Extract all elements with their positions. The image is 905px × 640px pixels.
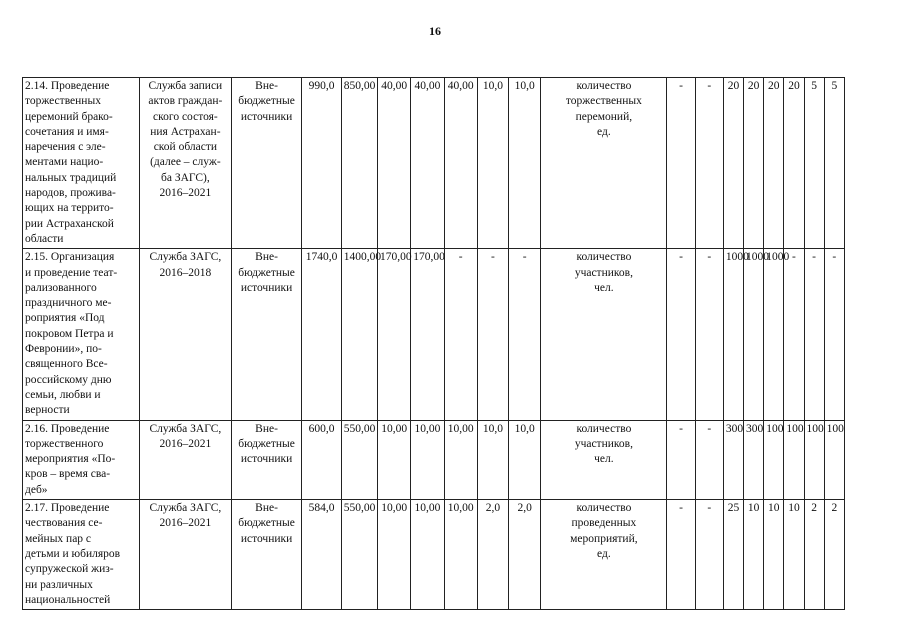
amount-cell [509, 500, 541, 610]
base-value-cell [695, 500, 723, 610]
base-value-cell [667, 249, 695, 420]
amount-cell [477, 420, 508, 499]
base-value-cell [695, 249, 723, 420]
amount-cell-text: 10,00 [447, 422, 474, 435]
indicator-value-cell-text: 1000 [725, 251, 749, 264]
indicator-value-cell [744, 500, 764, 610]
indicator-value-cell-text: 300 [746, 422, 764, 435]
amount-cell [411, 78, 444, 249]
funding-source-cell [231, 500, 302, 610]
amount-cell-text: 10,00 [381, 422, 408, 435]
indicator-value-cell [744, 78, 764, 249]
indicator-value-cell [824, 249, 844, 420]
activity-name-cell [23, 249, 140, 420]
amount-cell-text: 40,00 [447, 80, 474, 92]
indicator-value-cell-text: 10 [788, 502, 800, 515]
indicator-value-cell [764, 78, 784, 249]
indicator-value-cell-text: 2 [811, 502, 817, 515]
indicator-value-cell [723, 500, 743, 610]
amount-cell-text: 550,00 [343, 502, 376, 515]
amount-cell [302, 500, 341, 610]
indicator-value-cell-text: - [792, 251, 796, 264]
activity-name-cell [23, 420, 140, 499]
executor-cell-text: Служба ЗАГС, 2016–2018 [149, 251, 222, 279]
indicator-value-cell [784, 249, 804, 420]
amount-cell-text: - [491, 251, 495, 264]
amount-cell-text: 10,00 [447, 502, 474, 515]
amount-cell-text: 40,00 [381, 80, 408, 92]
indicator-cell-text: количество торжественных перемоний, ед. [565, 80, 642, 138]
amount-cell [341, 420, 377, 499]
amount-cell-text: 850,00 [343, 80, 376, 92]
activity-name-cell-text: 2.15. Организация и проведение теат- рализованного праздничного ме- роприятия «Под покровом Петра и Февронии», по- священного Все- российскому дню семьи, любви и верности [25, 251, 118, 417]
amount-cell-text: 10,00 [414, 422, 441, 435]
indicator-value-cell-text: 300 [725, 422, 744, 435]
amount-cell [341, 500, 377, 610]
amount-cell-text: 2,0 [517, 502, 532, 515]
table-row [23, 420, 845, 499]
indicator-value-cell [804, 78, 824, 249]
indicator-value-cell [784, 420, 804, 499]
amount-cell-text: 10,0 [514, 80, 535, 92]
indicator-value-cell-text: - [812, 251, 817, 264]
amount-cell [377, 500, 410, 610]
indicator-value-cell-text: 10 [747, 502, 760, 515]
amount-cell [377, 420, 410, 499]
indicator-value-cell-text: 2 [831, 502, 838, 515]
table-row [23, 78, 845, 249]
base-value-cell [667, 78, 695, 249]
indicator-value-cell-text: 1000 [766, 251, 790, 264]
amount-cell-text: - [458, 251, 463, 264]
amount-cell-text: 10,00 [381, 502, 408, 515]
amount-cell [302, 78, 341, 249]
indicator-value-cell [723, 420, 743, 499]
indicator-value-cell [764, 249, 790, 420]
amount-cell [477, 78, 508, 249]
amount-cell-text: 990,0 [308, 80, 335, 92]
page-number: 16 [429, 24, 441, 38]
executor-cell-text: Служба ЗАГС, 2016–2021 [149, 422, 222, 450]
executor-cell [139, 500, 231, 610]
amount-cell-text: 10,0 [482, 80, 504, 92]
funding-source-cell-text: Вне- бюджетные источники [238, 80, 295, 123]
indicator-cell-text: количество проведенных мероприятий, ед. [570, 502, 638, 560]
indicator-cell [541, 78, 667, 249]
amount-cell-text: 10,00 [414, 502, 441, 515]
base-value-cell-text: - [679, 80, 683, 92]
amount-cell-text: 170,00 [413, 251, 445, 264]
indicator-cell-text: количество участников, чел. [574, 422, 633, 466]
indicator-value-cell [824, 78, 844, 249]
base-value-cell-text: - [707, 251, 712, 264]
base-value-cell-text: - [707, 422, 712, 435]
amount-cell [509, 420, 541, 499]
indicator-value-cell-text: 100 [786, 422, 804, 435]
amount-cell [477, 249, 508, 420]
amount-cell [302, 249, 341, 420]
indicator-value-cell [804, 420, 824, 499]
indicator-cell [541, 420, 667, 499]
indicator-value-cell-text: 100 [826, 422, 844, 435]
base-value-cell-text: - [679, 502, 683, 515]
indicator-value-cell [784, 78, 804, 249]
amount-cell-text: 2,0 [485, 502, 501, 515]
funding-source-cell-text: Вне- бюджетные источники [238, 251, 295, 294]
base-value-cell [667, 500, 695, 610]
indicator-value-cell [804, 249, 824, 420]
amount-cell [377, 249, 410, 420]
amount-cell [509, 78, 541, 249]
activity-name-cell [23, 78, 140, 249]
executor-cell-text: Служба записи актов граждан- ского состоя- ния Астрахан- ской области (далее – служ- ба ЗАГС), 2016–2021 [148, 80, 223, 200]
indicator-value-cell-text: 20 [768, 80, 780, 92]
activity-name-cell [23, 500, 140, 610]
indicator-value-cell-text: 1000 [746, 251, 770, 264]
indicator-value-cell [824, 420, 844, 499]
activity-name-cell-text: 2.14. Проведение торжественных церемоний брако- сочетания и имя- наречения с эле- ментами нацио- нальных традиций народов, прожива- ющих на террито- рии Астраханской области [25, 80, 117, 245]
indicator-value-cell [744, 420, 764, 499]
indicator-value-cell [784, 500, 804, 610]
amount-cell [444, 420, 477, 499]
amount-cell [477, 500, 508, 610]
amount-cell [341, 78, 377, 249]
amount-cell [411, 500, 444, 610]
program-table [22, 77, 845, 610]
base-value-cell [667, 420, 695, 499]
table-row [23, 249, 845, 420]
indicator-cell-text: количество участников, чел. [574, 251, 633, 294]
base-value-cell [695, 420, 723, 499]
amount-cell [302, 420, 341, 499]
amount-cell-text: 1740,0 [305, 251, 338, 264]
executor-cell [139, 78, 231, 249]
amount-cell-text: 550,00 [343, 422, 376, 435]
indicator-value-cell-text: - [832, 251, 837, 264]
base-value-cell-text: - [707, 502, 712, 515]
amount-cell-text: 170,00 [379, 251, 412, 264]
indicator-value-cell [744, 249, 770, 420]
amount-cell [444, 500, 477, 610]
amount-cell [509, 249, 541, 420]
amount-cell-text: - [522, 251, 527, 264]
funding-source-cell [231, 249, 302, 420]
executor-cell-text: Служба ЗАГС, 2016–2021 [149, 502, 222, 530]
indicator-value-cell-text: 20 [747, 80, 760, 92]
base-value-cell [695, 78, 723, 249]
amount-cell [444, 249, 477, 420]
indicator-value-cell [764, 420, 784, 499]
indicator-value-cell-text: 20 [727, 80, 740, 92]
funding-source-cell [231, 420, 302, 499]
indicator-value-cell-text: 5 [831, 80, 838, 92]
funding-source-cell-text: Вне- бюджетные источники [238, 502, 295, 545]
amount-cell [444, 78, 477, 249]
activity-name-cell-text: 2.17. Проведение чествования се- мейных пар с детьми и юбиляров супружеской жиз- ни различных национальностей [25, 502, 121, 606]
amount-cell [377, 78, 410, 249]
funding-source-cell-text: Вне- бюджетные источники [238, 422, 295, 466]
executor-cell [139, 420, 231, 499]
indicator-value-cell-text: 20 [788, 80, 800, 92]
funding-source-cell [231, 78, 302, 249]
indicator-value-cell-text: 25 [727, 502, 740, 515]
executor-cell [139, 249, 231, 420]
amount-cell [341, 249, 382, 420]
amount-cell-text: 600,0 [308, 422, 335, 435]
base-value-cell-text: - [679, 422, 683, 435]
amount-cell [411, 420, 444, 499]
indicator-value-cell-text: 5 [811, 80, 817, 92]
table-row [23, 500, 845, 610]
amount-cell [411, 249, 444, 420]
indicator-value-cell-text: 10 [768, 502, 780, 515]
base-value-cell-text: - [679, 251, 683, 264]
indicator-value-cell [723, 78, 743, 249]
amount-cell-text: 1400,00 [343, 251, 382, 264]
amount-cell-text: 584,0 [308, 502, 335, 515]
amount-cell-text: 10,0 [514, 422, 535, 435]
amount-cell-text: 40,00 [414, 80, 441, 92]
indicator-value-cell-text: 100 [766, 422, 784, 435]
amount-cell-text: 10,0 [482, 422, 504, 435]
indicator-cell [541, 500, 667, 610]
base-value-cell-text: - [707, 80, 712, 92]
indicator-value-cell [804, 500, 824, 610]
indicator-value-cell [764, 500, 784, 610]
activity-name-cell-text: 2.16. Проведение торжественного мероприятия «По- кров – время сва- деб» [25, 422, 116, 496]
indicator-value-cell [723, 249, 749, 420]
indicator-cell [541, 249, 667, 420]
indicator-value-cell [824, 500, 844, 610]
indicator-value-cell-text: 100 [806, 422, 824, 435]
